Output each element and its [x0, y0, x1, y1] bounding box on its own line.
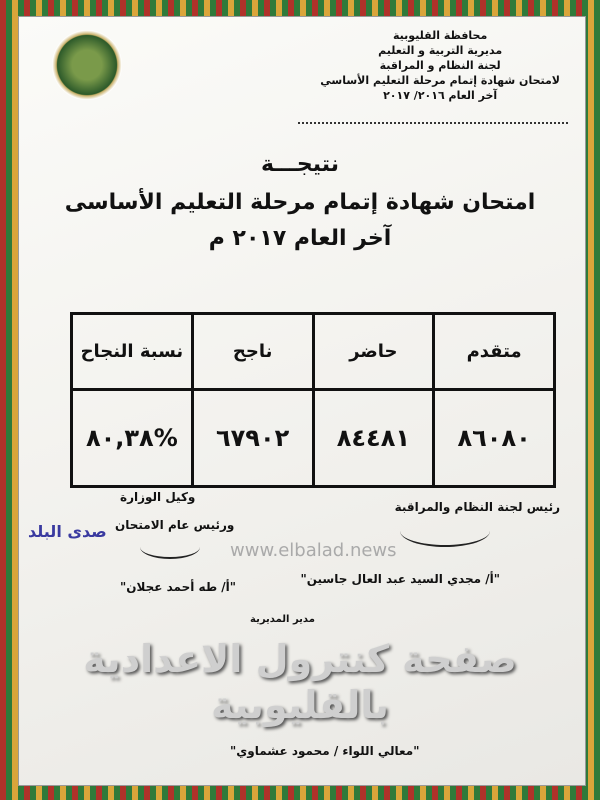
value-cell: ٦٧٩٠٢ [192, 390, 313, 487]
header-cell: نسبة النجاح [72, 314, 193, 390]
right-signatory-name: "أ/ مجدي السيد عبد العال جاسين" [300, 572, 500, 586]
title-result: نتيجـــة [261, 152, 339, 177]
center-signatory-title: مدير المديرية [250, 614, 315, 625]
value-cell: ٨٤٤٨١ [313, 390, 434, 487]
dotted-divider [298, 122, 568, 124]
left-signatory-subtitle: ورئيس عام الامتحان [115, 518, 235, 532]
title-exam: امتحان شهادة إتمام مرحلة التعليم الأساسى [64, 190, 536, 215]
governorate-logo [52, 30, 122, 100]
signature [400, 515, 490, 547]
header-cell: حاضر [313, 314, 434, 390]
value-cell: %٨٠,٣٨ [72, 390, 193, 487]
results-table [70, 312, 556, 488]
table-row [72, 390, 555, 487]
header-line: لامتحان شهادة إتمام مرحلة التعليم الأساسي [320, 74, 560, 87]
header-line: آخر العام ٢٠١٦/ ٢٠١٧ [383, 89, 498, 102]
watermark-text: صفحة كنترول الاعدادية بالقليوبية [83, 637, 517, 727]
brand-logo: صدى البلد [28, 522, 107, 541]
bottom-signatory-name: "معالي اللواء / محمود عشماوي" [230, 744, 420, 758]
title-year: آخر العام ٢٠١٧ م [208, 226, 392, 251]
letterhead [320, 28, 560, 103]
header-cell: ناجح [192, 314, 313, 390]
left-signatory-title: وكيل الوزارة [120, 490, 196, 504]
header-line: مديرية التربية و التعليم [378, 44, 503, 57]
left-signatory-name: "أ/ طه أحمد عجلان" [120, 580, 237, 594]
header-line: لجنة النظام و المراقبة [379, 59, 501, 72]
right-signatory-title: رئيس لجنة النظام والمراقبة [394, 500, 560, 514]
value-cell: ٨٦٠٨٠ [434, 390, 555, 487]
watermark-url: www.elbalad.news [230, 540, 397, 561]
header-cell: متقدم [434, 314, 555, 390]
header-line: محافظة القليوبية [393, 29, 488, 42]
table-header-row [72, 314, 555, 390]
signature [140, 535, 200, 559]
